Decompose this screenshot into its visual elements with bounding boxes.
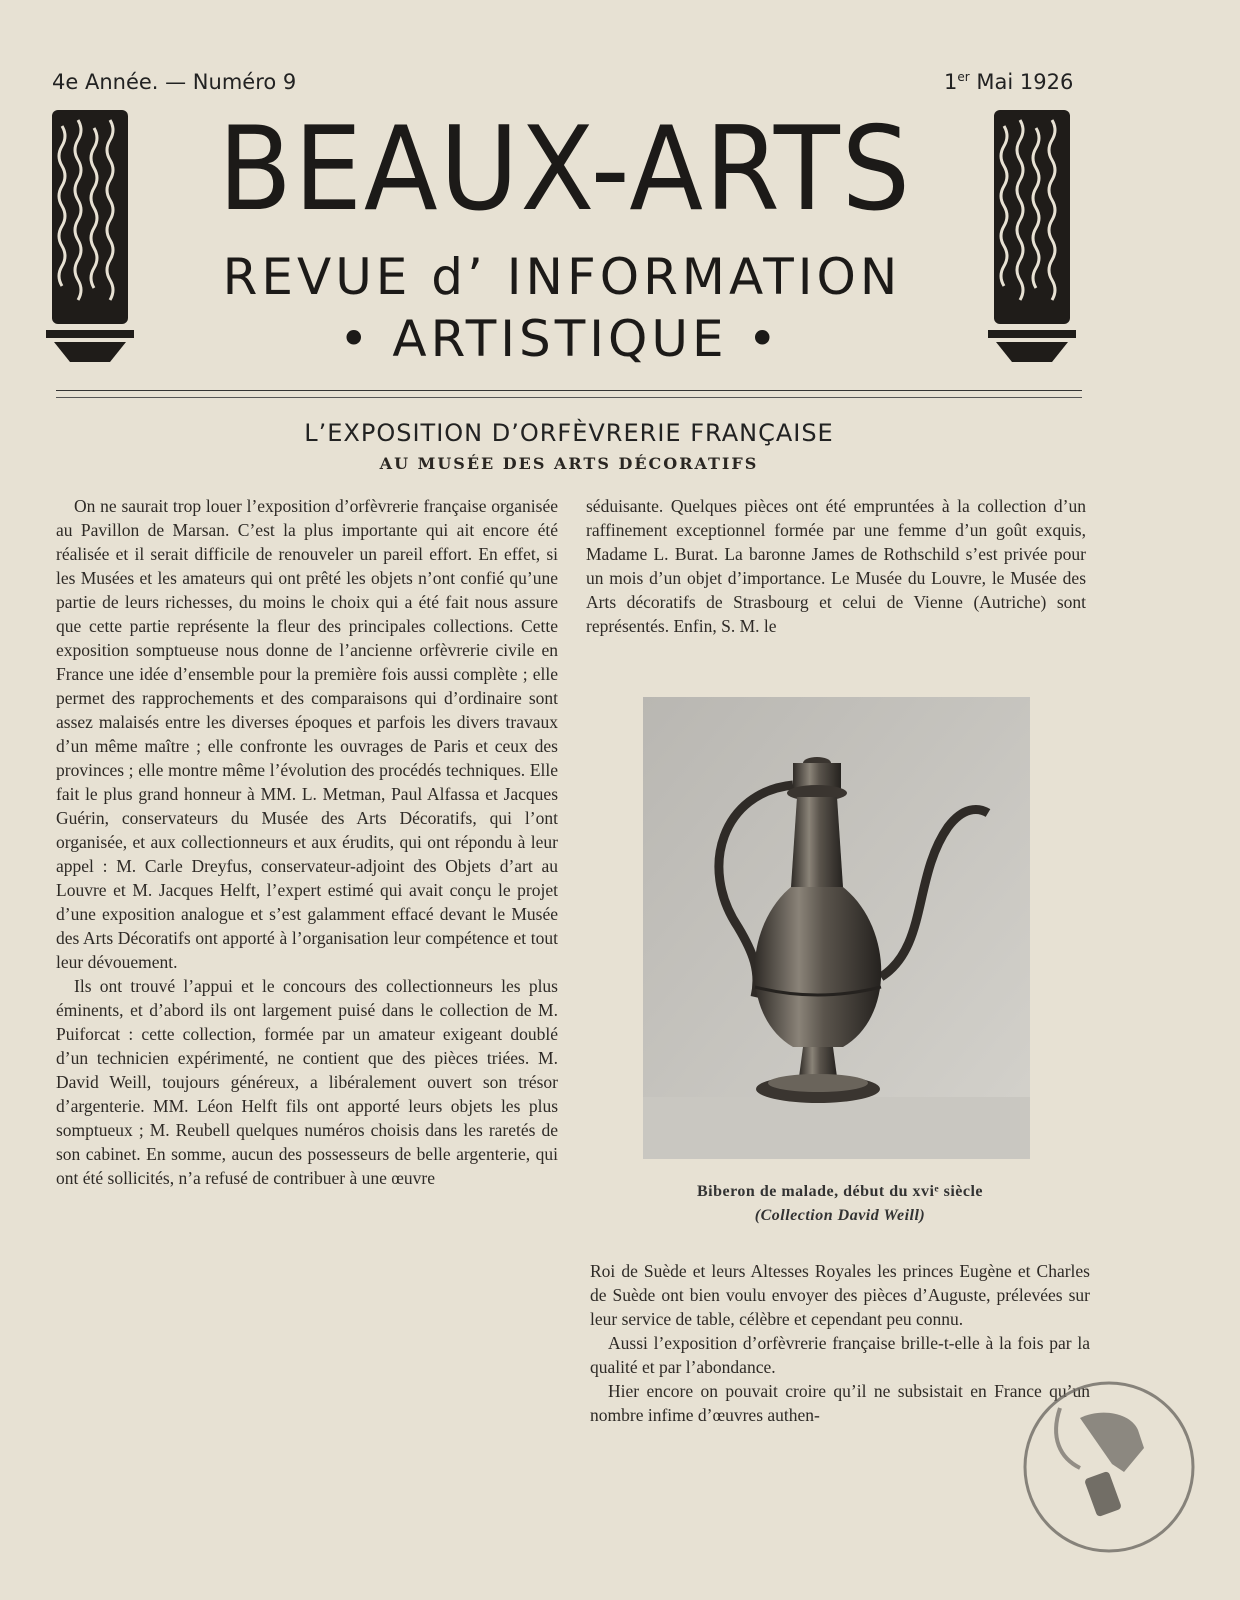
left-ornament-icon: [44, 106, 136, 368]
issue-number: 4e Année. — Numéro 9: [52, 70, 297, 94]
article-subheadline: AU MUSÉE DES ARTS DÉCORATIFS: [379, 454, 759, 473]
paragraph: séduisante. Quelques pièces ont été empruntées à la collection d’un raffinement exceptionnel formée par une femme d’un goût exquis, Madame L. Burat. La baronne James de Rothschild s’est privée pour un mois d’un objet d’importance. Le Musée du Louvre, le Musée des Arts décoratifs de Strasbourg et celui de Vienne (Autriche) sont représentés. Enfin, S. M. le: [586, 496, 1086, 636]
masthead-subtitle-line1: REVUE d’ INFORMATION: [222, 248, 902, 306]
paragraph: Hier encore on pouvait croire qu’il ne subsistait en France qu’un nombre infime d’œuvres authen-: [590, 1381, 1090, 1425]
paragraph: On ne saurait trop louer l’exposition d’orfèvrerie française organisée au Pavillon de Marsan. C’est la plus importante qui ait encore été réalisée et il serait difficile de renouveler un pareil effort. En effet, si les Musées et les amateurs qui ont prêté les objets n’ont confié qu’une partie de leurs richesses, du moins le choix qui a été fait nous assure que cette partie représente la fleur des principales collections. Cette exposition somptueuse nous donne de l’ancienne orfèvrerie civile en France une idée d’ensemble pour la première fois aussi complète ; elle permet des rapprochements et des comparaisons qui d’ordinaire sont assez malaisés entre les diverses époques et parfois les divers travaux d’un même maître ; elle confronte les ouvrages de Paris et ceux des provinces ; elle montre même l’évolution des procédés techniques. Elle fait le plus grand honneur à MM. L. Metman, Paul Alfassa et Jacques Guérin, conservateurs du Musée des Arts Décoratifs, qui l’ont organisée, et aux collectionneurs et aux érudits, qui ont répondu à leur appel : M. Carle Dreyfus, conservateur-adjoint des Objets d’art au Louvre et M. Jacques Helft, l’expert estimé qui avait conçu le projet d’une exposition analogue et s’est galamment effacé devant le Musée des Arts Décoratifs ont apporté à l’organisation leur compétence et tout leur dévouement.: [56, 496, 558, 972]
issue-date-day: 1: [944, 70, 958, 94]
article-column-right-bottom: [590, 1259, 1090, 1427]
issue-date-month-year: Mai 1926: [969, 70, 1074, 94]
header-rule-bottom: [56, 397, 1082, 398]
masthead-title: BEAUX-ARTS: [218, 102, 912, 237]
figure-caption: Biberon de malade, début du xviᵉ siècle: [696, 1183, 984, 1200]
right-ornament-icon: [986, 106, 1078, 368]
figure-credit: (Collection David Weill): [754, 1207, 926, 1224]
header-rule-top: [56, 390, 1082, 391]
issue-date: [944, 70, 1073, 94]
paragraph: Ils ont trouvé l’appui et le concours des collectionneurs les plus éminents, et d’abord ils ont largement puisé dans le collection de M. Puiforcat : cette collection, formée par un amateur exigeant doublé d’un technicien expérimenté, ne contient que des pièces triées. M. David Weill, toujours généreux, a libéralement ouvert son trésor d’argenterie. MM. Léon Helft fils ont apporté leurs objets les plus somptueux ; M. Reubell quelques numéros choisis dans les raretés de son cabinet. En somme, aucun des possesseurs de belle argenterie, qui ont été sollicités, n’a refusé de contribuer à une œuvre: [56, 976, 558, 1188]
paragraph: Aussi l’exposition d’orfèvrerie française brille-t-elle à la fois par la qualité et par l’abondance.: [590, 1333, 1090, 1377]
article-column-right-top: [586, 494, 1086, 638]
masthead-subtitle-line2: • ARTISTIQUE •: [339, 310, 781, 368]
paragraph: Roi de Suède et leurs Altesses Royales les princes Eugène et Charles de Suède ont bien voulu envoyer des pièces d’Auguste, prélevées sur leur service de table, célèbre et cependant peu connu.: [590, 1261, 1090, 1329]
ewer-photograph: [643, 697, 1030, 1159]
library-stamp-icon: [1020, 1378, 1198, 1556]
issue-date-suffix: er: [957, 70, 970, 84]
article-column-left: [56, 494, 558, 1190]
article-headline: L’EXPOSITION D’ORFÈVRERIE FRANÇAISE: [304, 419, 834, 447]
